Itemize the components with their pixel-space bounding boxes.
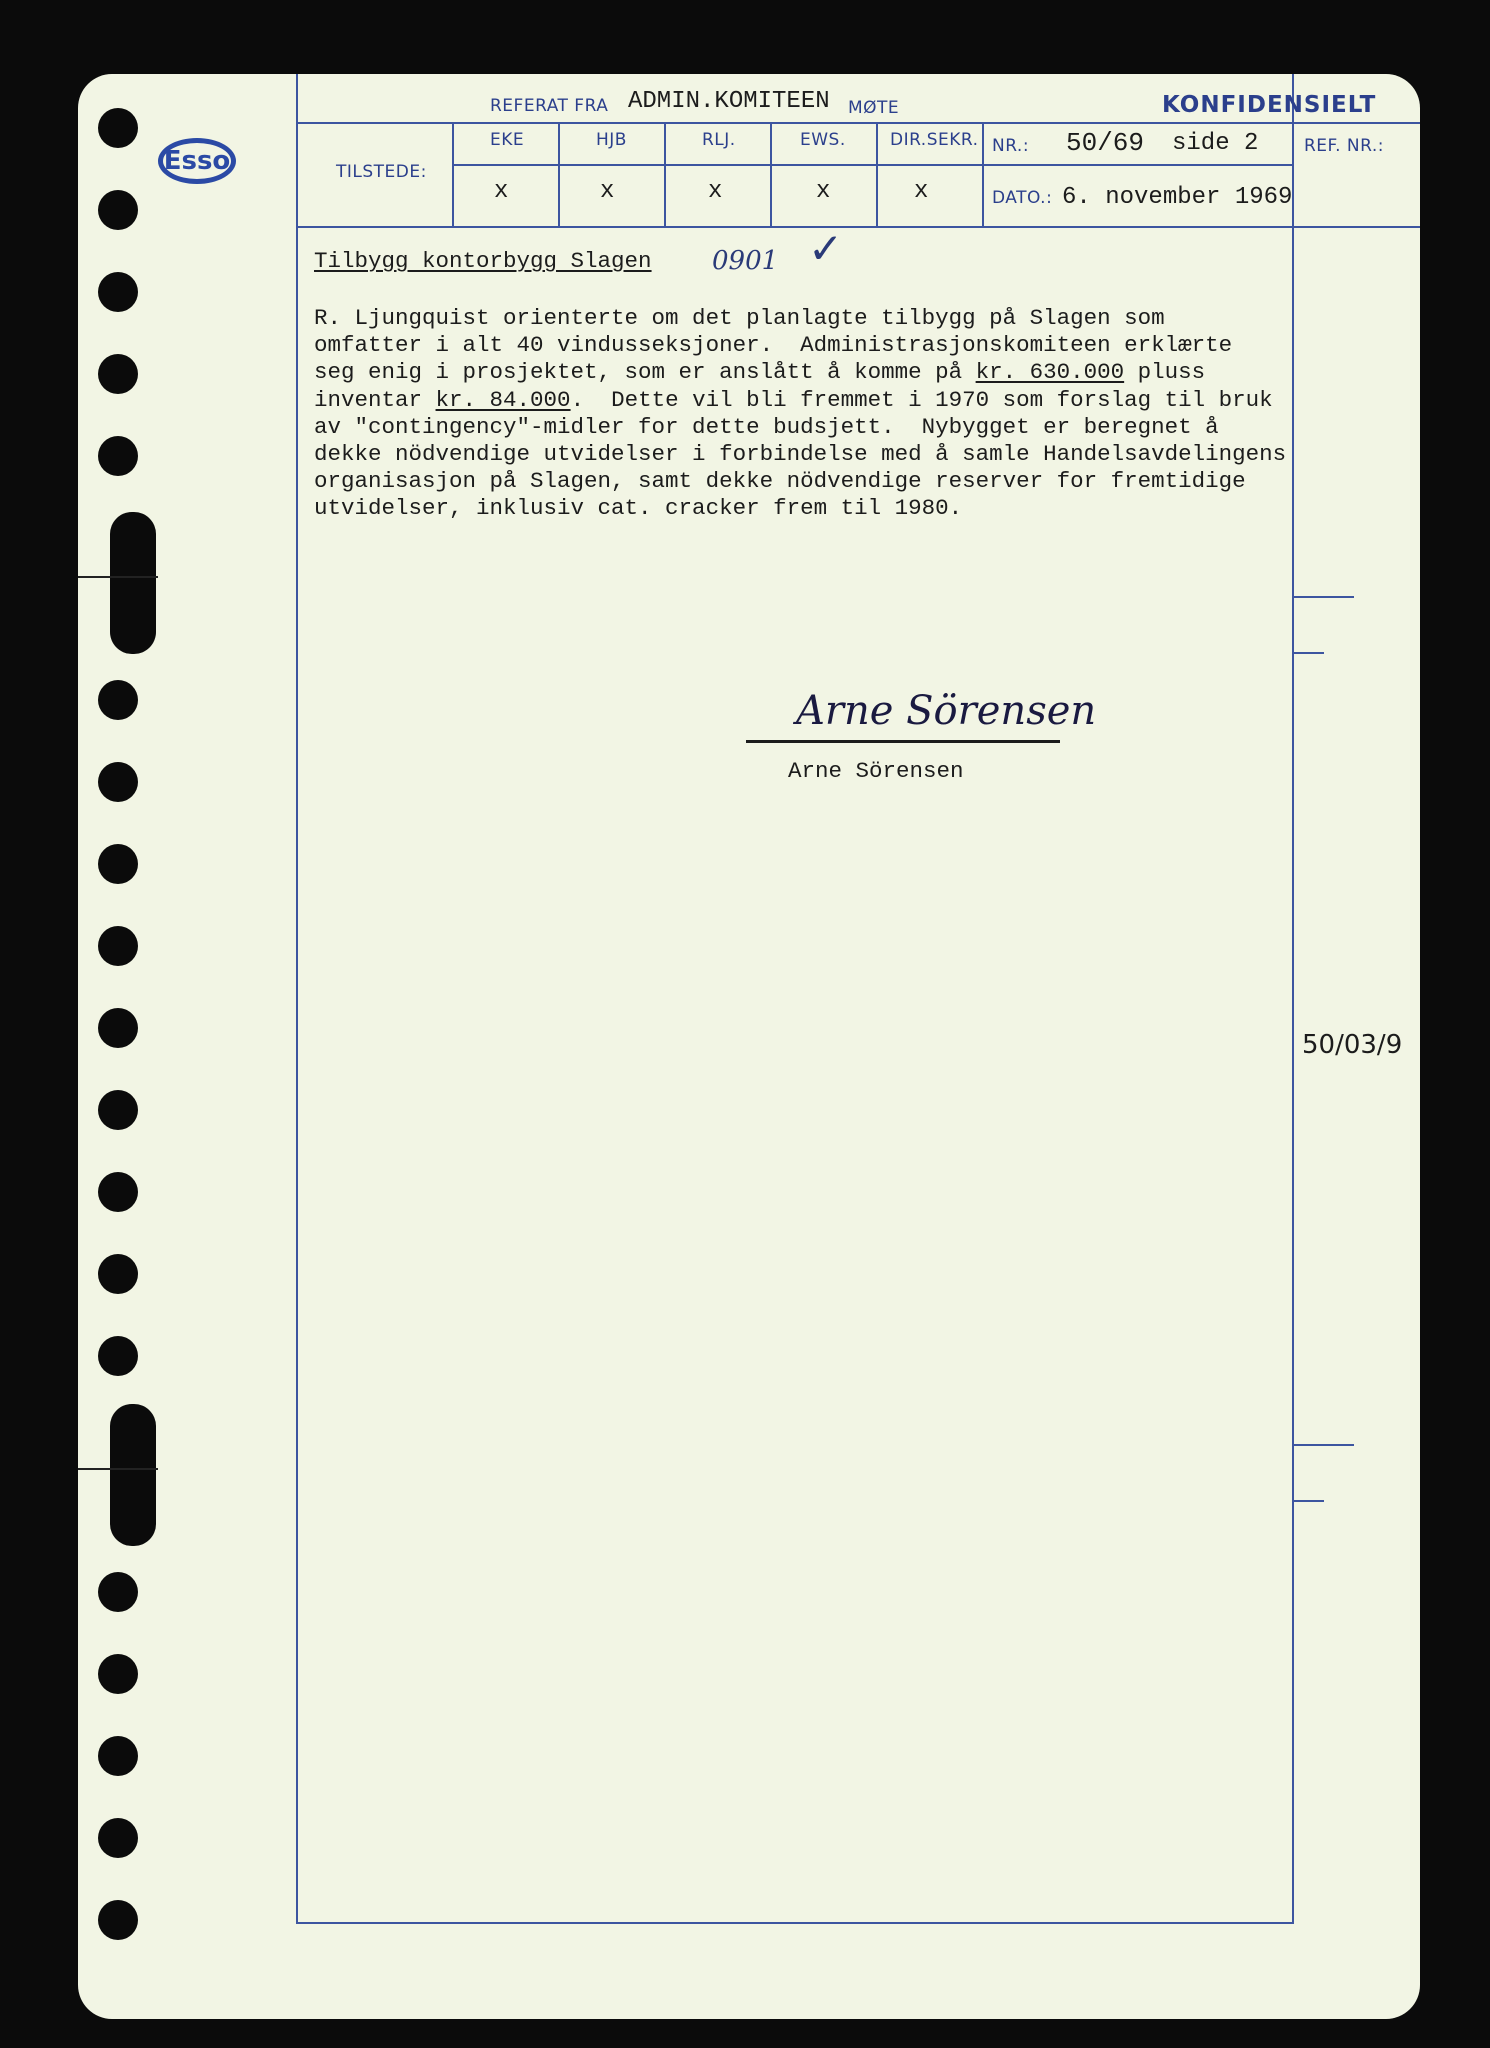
body-line: omfatter i alt 40 vindusseksjoner. Administrasjonskomiteen erklærte [314,332,1233,359]
attendee-col-rlj: RLJ. [702,130,736,150]
attendee-col-dirsekr: DIR.SEKR. [890,130,979,150]
body-line: inventar kr. 84.000. Dette vil bli fremmet i 1970 som forslag til bruk [314,386,1273,413]
body-line: av "contingency"-midler for dette budsjett. Nybygget er beregnet å [314,413,1219,440]
attendee-col-eke: EKE [490,130,525,150]
nr-value: 50/69 [1066,128,1145,158]
amount-building: kr. 630.000 [975,359,1125,386]
attendee-col-hjb: HJB [596,130,627,150]
dato-value: 6. november 1969 [1062,184,1293,211]
attendee-mark-eke: x [494,178,509,205]
handwritten-signature: Arne Sörensen [796,688,1097,734]
minutes-body [314,305,1294,523]
amount-inventory: kr. 84.000 [435,386,571,413]
attendee-mark-dirsekr: x [914,178,929,205]
body-line: dekke nödvendige utvidelser i forbindelse med å samle Handelsavdelingens [314,441,1287,468]
margin-tick [1294,652,1324,654]
nr-label: NR.: [992,136,1030,156]
margin-tick [1294,1444,1354,1446]
attendee-mark-rlj: x [708,178,723,205]
body-line: organisasjon på Slagen, samt dekke nödvendige reserver for fremtidige [314,468,1246,495]
handwritten-account-code: 0901 [712,246,779,276]
committee-name: ADMIN.KOMITEEN [628,88,830,115]
esso-logo: Esso [158,138,236,184]
margin-tick [1294,596,1354,598]
signatory-name: Arne Sörensen [788,758,964,784]
margin-tick [1294,1500,1324,1502]
attendee-mark-ews: x [816,178,831,205]
mote-label: MØTE [848,98,900,118]
body-line: utvidelser, inklusiv cat. cracker frem til 1980. [314,495,963,522]
checkmark-icon: ✓ [808,224,844,273]
body-line: seg enig i prosjektet, som er anslått å komme på kr. 630.000 pluss [314,359,1206,386]
ref-nr-label: REF. NR.: [1304,136,1384,156]
body-line: R. Ljungquist orienterte om det planlagte tilbygg på Slagen som [314,305,1165,331]
referat-fra-label: REFERAT FRA [490,96,609,116]
tilstede-label: TILSTEDE: [336,162,427,182]
margin-reference: 50/03/9 [1302,1030,1403,1060]
attendee-col-ews: EWS. [800,130,846,150]
dato-label: DATO.: [992,188,1053,208]
section-heading: Tilbygg kontorbygg Slagen [314,248,652,274]
confidential-label: KONFIDENSIELT [1162,92,1377,118]
attendee-mark-hjb: x [600,178,615,205]
signature-line [746,740,1060,743]
side-value: side 2 [1172,130,1259,157]
